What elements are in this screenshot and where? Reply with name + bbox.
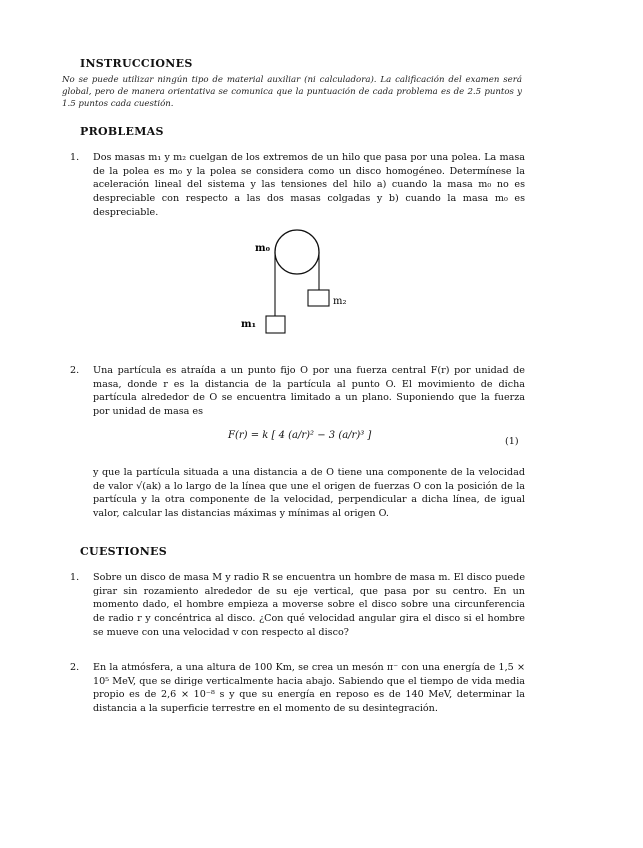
questions-title: CUESTIONES [80,545,167,558]
question-1 [70,571,525,640]
problem-2-text-before: Una partícula es atraída a un punto fijo O por una fuerza central F(r) por unidad de masa, donde r es la distancia de la partícula al punto O. El movimiento de dicha partícula alrededor de O se encuentra limitado a un plano. Suponiendo que la fuerza por unidad de masa es [93,365,525,418]
pulley-diagram [235,228,395,346]
question-1-text: Sobre un disco de masa M y radio R se encuentra un hombre de masa m. El disco puede girar sin rozamiento alrededor de su eje vertical, que pasa por su centro. En un momento dado, el hombre empieza a moverse sobre el disco sobre una circunferencia de radio r y concéntrica al disco. ¿Con qué velocidad angular gira el disco si el hombre se mueve con una velocidad v con respecto al disco? [93,572,525,638]
mass-1-block [266,316,285,333]
mass-2-block [308,290,329,306]
force-equation: F(r) = k [ 4 (a/r)² − 3 (a/r)³ ] [228,430,372,441]
equation-number: (1) [505,436,519,447]
problems-title: PROBLEMAS [80,125,164,138]
pulley-label: m₀ [255,243,270,254]
problem-1-text: Dos masas m₁ y m₂ cuelgan de los extremos de un hilo que pasa por una polea. La masa de la polea es m₀ y la polea se considera como un disco homogéneo. Determínese la aceleración lineal del sistema y las tensiones del hilo a) cuando la masa m₀ no es despreciable con respecto a las dos masas colgadas y b) cuando la masa m₀ es despreciable. [93,152,525,218]
instructions-text: No se puede utilizar ningún tipo de material auxiliar (ni calculadora). La calificación del examen será global, pero de manera orientativa se comunica que la puntuación de cada problema es de 2.5 puntos y 1.5 puntos cada cuestión. [62,75,522,109]
mass-1-label: m₁ [241,319,256,330]
problem-2 [70,364,525,419]
problem-2-continued [70,466,525,521]
problem-1 [70,151,525,220]
instructions-title: INSTRUCCIONES [80,57,193,70]
problem-2-number: 2. [70,365,80,376]
question-1-number: 1. [70,572,80,583]
question-2-number: 2. [70,662,80,673]
pulley-disc [275,230,319,274]
problem-2-text-after: y que la partícula situada a una distancia a de O tiene una componente de la velocidad de valor √(ak) a lo largo de la línea que une el origen de fuerzas O con la posición de la partícula y la otra componente de la velocidad, perpendicular a dicha línea, de igual valor, calcular las distancias máximas y mínimas al origen O. [93,467,525,520]
question-2-text: En la atmósfera, a una altura de 100 Km, se crea un mesón π⁻ con una energía de 1,5 × 10⁵ MeV, que se dirige verticalmente hacia abajo. Sabiendo que el tiempo de vida media propio es de 2,6 × 10⁻⁸ s y que su energía en reposo es de 140 MeV, determinar la distancia a la superficie terrestre en el momento de su desintegración. [93,662,525,715]
mass-2-label: m₂ [333,296,347,307]
problem-1-number: 1. [70,152,80,163]
question-2 [70,661,525,716]
